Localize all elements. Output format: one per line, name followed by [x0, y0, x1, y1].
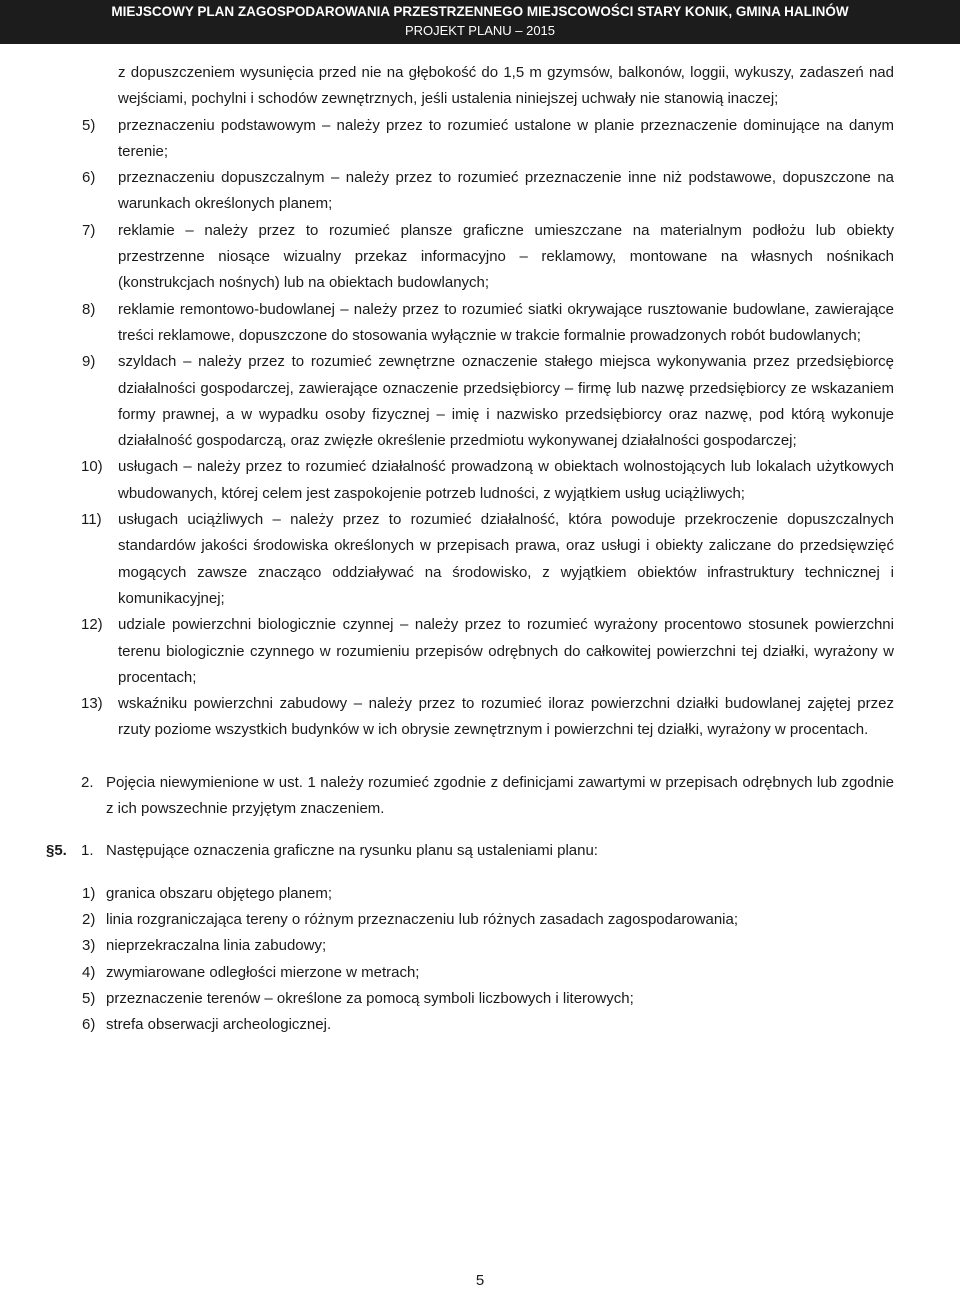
definition-number: 6): [82, 169, 96, 187]
section-number: 2.: [81, 773, 94, 791]
list-item: [82, 960, 894, 986]
list-item-text: strefa obserwacji archeologicznej.: [106, 1016, 332, 1034]
paragraph-5: [46, 838, 960, 864]
definition-item: [81, 691, 894, 744]
definition-text: reklamie remontowo-budowlanej – należy przez to rozumieć siatki okrywające rusztowanie budowlane, zawierające treści reklamowe, dopuszczone do stosowania wyłącznie w trakcie formalnie prowadzonych robót budowlanych;: [118, 300, 894, 344]
list-item-number: 6): [82, 1016, 96, 1034]
list-item-number: 3): [82, 937, 96, 955]
section-text: Pojęcia niewymienione w ust. 1 należy rozumieć zgodnie z definicjami zawartymi w przepisach odrębnych lub zgodnie z ich powszechnie przyjętym znaczeniem.: [106, 773, 894, 818]
definition-item: [82, 297, 894, 350]
definition-text: wskaźniku powierzchni zabudowy – należy przez to rozumieć iloraz powierzchni działki budowlanej zajętej przez rzuty poziome wszystkich budynków w ich obrysie zewnętrznym i powierzchni tej działki, wyrażony w procentach.: [118, 695, 894, 739]
document-body: [0, 60, 960, 1038]
list-item-text: granica obszaru objętego planem;: [106, 884, 332, 902]
markings-list: [82, 881, 894, 1039]
definition-number: 9): [82, 353, 96, 371]
section-2: [81, 770, 894, 823]
list-item: [82, 986, 894, 1012]
list-item-number: 1): [82, 884, 96, 902]
definition-item: [81, 507, 894, 612]
continuation-text: z dopuszczeniem wysunięcia przed nie na głębokość do 1,5 m gzymsów, balkonów, loggii, wykuszy, zadaszeń nad wejściami, pochylni i schodów zewnętrznych, jeśli ustalenia niniejszej uchwały nie stanowią inaczej;: [118, 64, 894, 108]
definition-number: 13): [81, 695, 103, 713]
definition-text: udziale powierzchni biologicznie czynnej – należy przez to rozumieć wyrażony procentowo stosunek powierzchni terenu biologicznie czynnego w rozumieniu przepisów odrębnych do całkowitej powierzchni tej działki, wyrażony w procentach;: [118, 616, 894, 686]
list-item-text: nieprzekraczalna linia zabudowy;: [106, 937, 327, 955]
definition-text: usługach – należy przez to rozumieć działalność prowadzoną w obiektach wolnostojących lub lokalach użytkowych wbudowanych, której celem jest zaspokojenie potrzeb ludności, z wyjątkiem usług uciążliwych;: [118, 458, 894, 502]
definition-number: 12): [81, 616, 103, 634]
paragraph-text: Następujące oznaczenia graficzne na rysunku planu są ustaleniami planu:: [106, 842, 598, 860]
definition-item: [82, 349, 894, 454]
list-item: [82, 1012, 894, 1038]
header-title: MIEJSCOWY PLAN ZAGOSPODAROWANIA PRZESTRZENNEGO MIEJSCOWOŚCI STARY KONIK, GMINA HALINÓW: [111, 4, 849, 19]
header-subtitle: PROJEKT PLANU – 2015: [404, 23, 556, 38]
definition-item: [82, 165, 894, 218]
list-item-text: linia rozgraniczająca tereny o różnym przeznaczeniu lub różnych zasadach zagospodarowania;: [106, 910, 739, 928]
list-item-text: przeznaczenie terenów – określone za pomocą symboli liczbowych i literowych;: [106, 989, 634, 1007]
definition-item: [81, 612, 894, 691]
list-item-number: 5): [82, 989, 96, 1007]
definition-item: [82, 113, 894, 166]
definition-text: przeznaczeniu podstawowym – należy przez to rozumieć ustalone w planie przeznaczenie dominujące na danym terenie;: [118, 116, 894, 160]
definition-text: usługach uciążliwych – należy przez to rozumieć działalność, która powoduje przekroczenie dopuszczalnych standardów jakości środowiska określonych w przepisach prawa, oraz usługi i obiekty zaliczane do przedsięwzięć mogących zawsze znacząco oddziaływać na środowisko, z wyjątkiem obiektów infrastruktury technicznej i komunikacyjnej;: [118, 511, 894, 607]
definition-text: szyldach – należy przez to rozumieć zewnętrzne oznaczenie stałego miejsca wykonywania przez przedsiębiorcę działalności gospodarczej, zawierające oznaczenie przedsiębiorcy – firmę lub nazwę przedsiębiorcy ze wskazaniem formy prawnej, a w wypadku osoby fizycznej – imię i nazwisko przedsiębiorcy oraz nazwę, pod którą wykonuje działalność gospodarczą, oraz zwięzłe określenie przedmiotu wykonywanej działalności gospodarczej;: [118, 353, 894, 450]
definition-number: 11): [81, 511, 102, 529]
definition-number: 7): [82, 221, 96, 239]
list-item-number: 4): [82, 963, 96, 981]
list-item: [82, 881, 894, 907]
definition-number: 8): [82, 300, 96, 318]
page-number: 5: [475, 1272, 485, 1289]
paragraph-mark: §5.: [46, 842, 67, 860]
definition-item: [81, 454, 894, 507]
list-item-number: 2): [82, 910, 96, 928]
definition-text: przeznaczeniu dopuszczalnym – należy przez to rozumieć przeznaczenie inne niż podstawowe, dopuszczone na warunkach określonych planem;: [118, 169, 894, 213]
definition-number: 5): [82, 116, 96, 134]
definition-number: 10): [81, 458, 103, 476]
paragraph-section-number: 1.: [81, 842, 94, 860]
list-item: [82, 933, 894, 959]
list-item: [82, 907, 894, 933]
document-header: [0, 0, 960, 44]
definition-item: [82, 218, 894, 297]
definition-text: reklamie – należy przez to rozumieć plansze graficzne umieszczane na materialnym podłożu lub obiekty przestrzenne niosące wizualny przekaz informacyjno – reklamowy, montowane na własnych nośnikach (konstrukcjach nośnych) lub na obiektach budowlanych;: [118, 221, 894, 292]
list-item-text: zwymiarowane odległości mierzone w metrach;: [106, 963, 420, 981]
